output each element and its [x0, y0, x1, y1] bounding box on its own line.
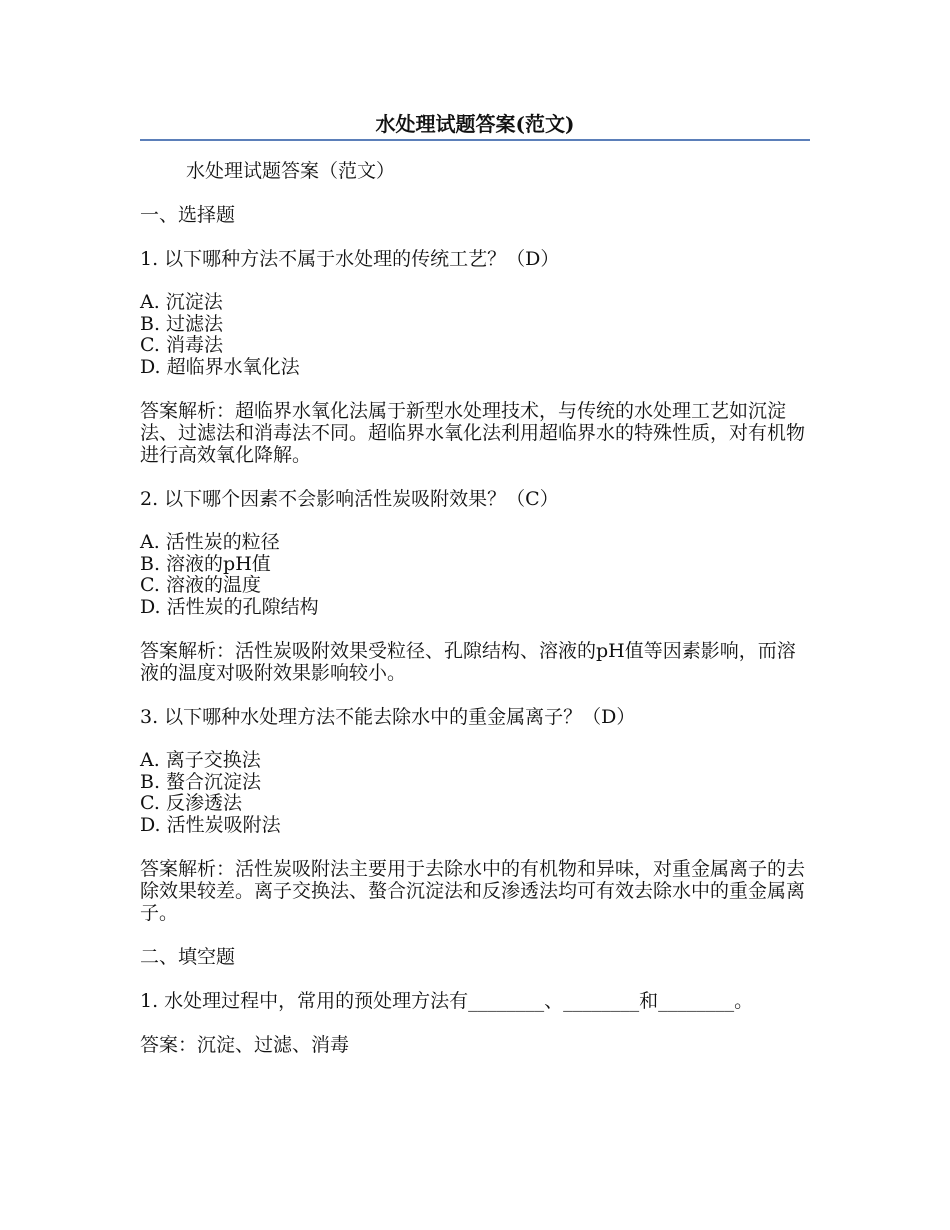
option-item: C. 消毒法	[140, 334, 223, 356]
option-item: D. 超临界水氧化法	[140, 355, 300, 378]
document-subtitle: 水处理试题答案（范文）	[186, 160, 396, 182]
option-item: B. 过滤法	[140, 312, 224, 335]
question-3-analysis: 答案解析：活性炭吸附法主要用于去除水中的有机物和异味，对重金属离子的去除效果较差。离子交换法、螯合沉淀法和反渗透法均可有效去除水中的重金属离子。	[140, 858, 806, 924]
option-item: C. 溶液的温度	[140, 574, 261, 596]
option-item: A. 沉淀法	[140, 291, 223, 313]
option-item: D. 活性炭吸附法	[140, 813, 281, 836]
question-2-options	[140, 532, 810, 618]
question-3-options	[140, 750, 810, 836]
section-heading-choice: 一、选择题	[140, 204, 236, 226]
question-2: 2. 以下哪个因素不会影响活性炭吸附效果？（C）	[140, 488, 559, 510]
section-heading-fill: 二、填空题	[140, 946, 236, 968]
option-item: A. 活性炭的粒径	[140, 531, 280, 553]
option-item: B. 螯合沉淀法	[140, 770, 262, 793]
question-2-analysis: 答案解析：活性炭吸附效果受粒径、孔隙结构、溶液的pH值等因素影响，而溶液的温度对吸附效果影响较小。	[140, 640, 796, 684]
question-1: 1. 以下哪种方法不属于水处理的传统工艺？（D）	[140, 248, 560, 270]
option-item: A. 离子交换法	[140, 749, 261, 771]
question-3: 3. 以下哪种水处理方法不能去除水中的重金属离子？（D）	[140, 706, 636, 728]
question-1-options	[140, 292, 810, 378]
fill-question-1: 1. 水处理过程中，常用的预处理方法有________、________和________。	[140, 990, 754, 1012]
document-title: 水处理试题答案(范文)	[375, 112, 575, 136]
question-1-analysis: 答案解析：超临界水氧化法属于新型水处理技术，与传统的水处理工艺如沉淀法、过滤法和消毒法不同。超临界水氧化法利用超临界水的特殊性质，对有机物进行高效氧化降解。	[140, 400, 806, 466]
option-item: D. 活性炭的孔隙结构	[140, 595, 319, 618]
title-divider	[140, 139, 810, 141]
fill-question-1-answer: 答案：沉淀、过滤、消毒	[140, 1034, 350, 1056]
document-body	[140, 160, 810, 1056]
option-item: B. 溶液的pH值	[140, 552, 271, 575]
option-item: C. 反渗透法	[140, 792, 242, 814]
